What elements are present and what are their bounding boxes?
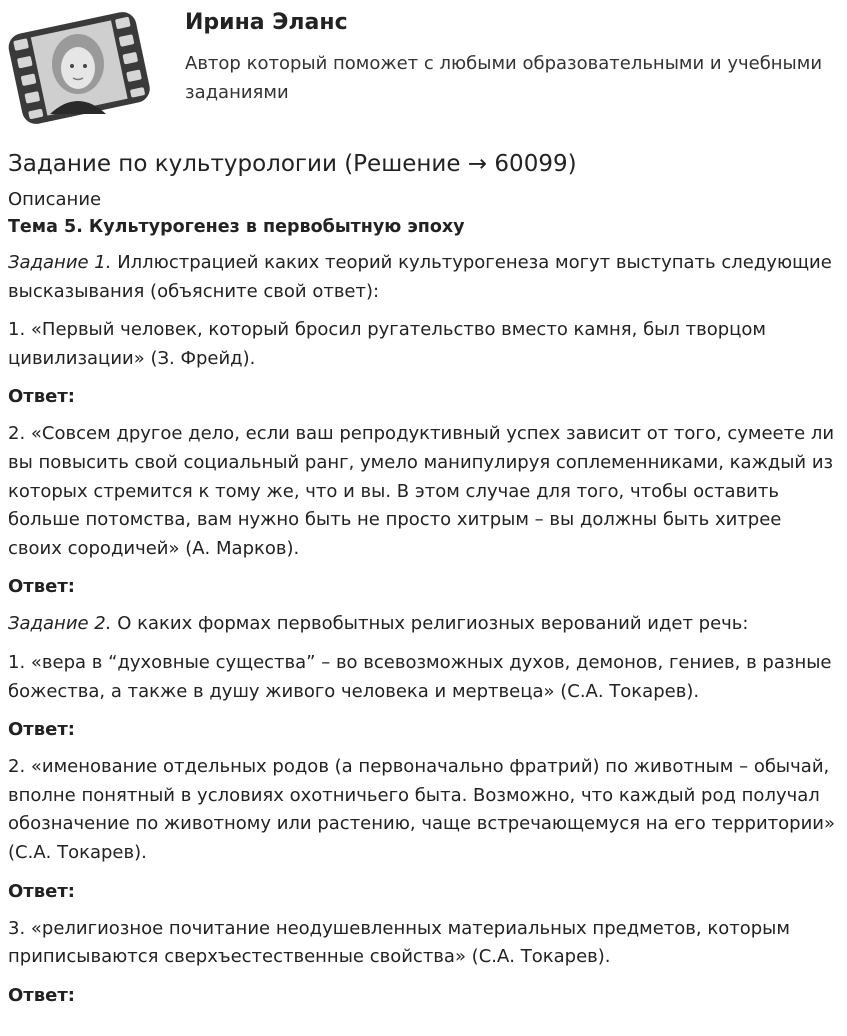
answer-label: Ответ: <box>8 880 75 902</box>
task-2-text: О каких формах первобытных религиозных верований идет речь: <box>111 613 749 635</box>
author-name: Ирина Эланс <box>185 10 348 35</box>
description-label: Описание <box>8 189 102 210</box>
author-description: Автор который поможет с любыми образовательными и учебными заданиями <box>185 53 823 103</box>
answer-label: Ответ: <box>8 576 75 598</box>
author-header <box>0 0 847 130</box>
task-2-label: Задание 2. <box>8 613 112 635</box>
author-avatar <box>6 6 152 128</box>
task-1-intro <box>8 249 840 306</box>
page-title: Задание по культурологии (Решение → 60099) <box>8 151 577 177</box>
task-content <box>8 146 840 1019</box>
topic-heading: Тема 5. Культурогенез в первобытную эпоху <box>8 217 465 237</box>
task-1-item-1: 1. «Первый человек, который бросил ругательство вместо камня, был творцом цивилизации» (З. Фрейд). <box>8 319 766 369</box>
task-1-text: Иллюстрацией каких теорий культурогенеза могут выступать следующие высказывания (объясните свой ответ): <box>8 252 832 302</box>
task-1-item-2: 2. «Совсем другое дело, если ваш репродуктивный успех зависит от того, сумеете ли вы повысить свой социальный ранг, умело манипулируя соплеменниками, каждый из которых стремится к тому же, что и вы. В этом случае для того, чтобы оставить больше потомства, вам нужно быть не просто хитрым – вы должны быть хитрее своих сородичей» (А. Марков). <box>8 423 835 559</box>
answer-label: Ответ: <box>8 386 75 408</box>
answer-label: Ответ: <box>8 984 75 1006</box>
task-1-label: Задание 1. <box>8 252 112 273</box>
task-2-item-2: 2. «именование отдельных родов (а первоначально фратрий) по животным – обычай, вполне понятный в условиях охотничьего быта. Возможно, что каждый род получал обозначение по животному или растению, чаще встречающемуся на его территории» (С.А. Токарев). <box>8 756 835 863</box>
task-2-item-1: 1. «вера в “духовные существа” – во всевозможных духов, демонов, гениев, в разные божества, а также в душу живого человека и мертвеца» (С.А. Токарев). <box>8 651 832 702</box>
task-2-intro <box>8 610 840 639</box>
answer-label: Ответ: <box>8 719 75 741</box>
task-2-item-3: 3. «религиозное почитание неодушевленных материальных предметов, которым приписываются сверхъестественные свойства» (С.А. Токарев). <box>8 917 790 968</box>
